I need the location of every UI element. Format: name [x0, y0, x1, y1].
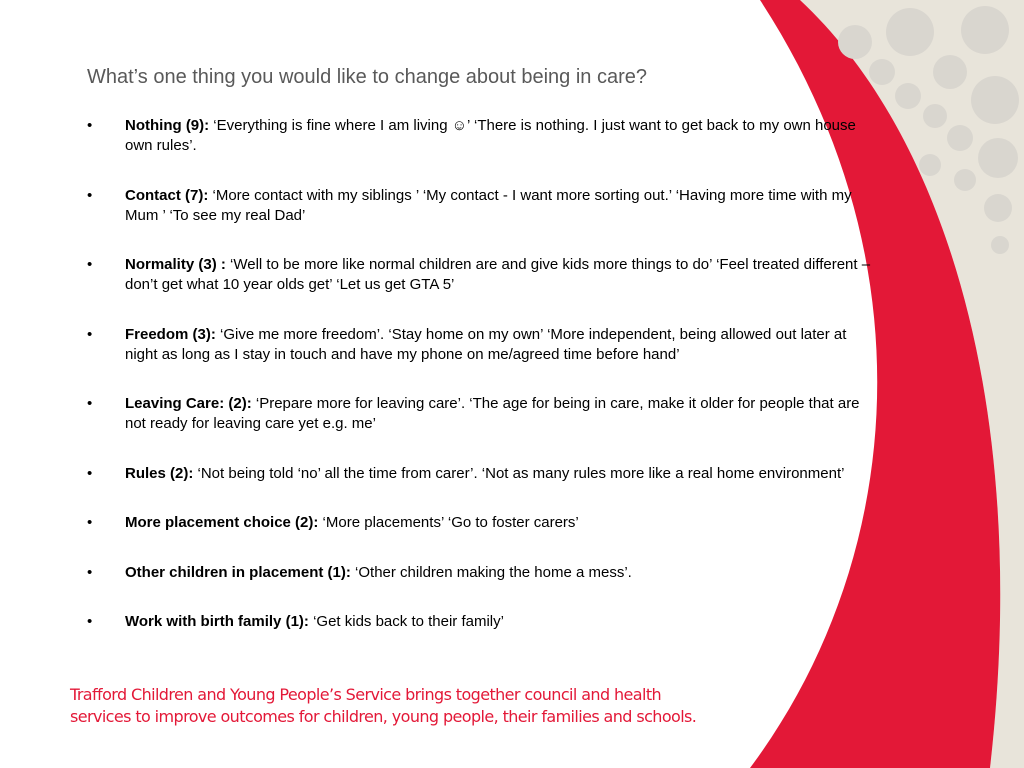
bullet-dot: •	[87, 395, 93, 412]
bullet-item-placement-choice	[87, 513, 872, 533]
footer-statement	[70, 684, 730, 728]
bullet-dot: •	[87, 613, 93, 630]
bullet-label: Rules (2):	[125, 464, 194, 482]
footer-line: services to improve outcomes for children, young people, their families and schools.	[70, 707, 697, 726]
bullet-dot: •	[87, 563, 93, 581]
bullet-item-contact	[87, 186, 872, 226]
bullet-dot: •	[87, 117, 93, 134]
bullet-dot: •	[87, 464, 93, 482]
bullet-item-other-children	[87, 563, 872, 583]
bullet-text: ‘More placements’ ‘Go to foster carers’	[318, 514, 579, 531]
bullet-text: ‘Not being told ‘no’ all the time from carer’. ‘Not as many rules more like a real home environment’	[193, 464, 845, 482]
bullet-item-freedom	[87, 325, 872, 365]
bullet-text: ‘Get kids back to their family’	[308, 613, 504, 630]
bullet-label: Leaving Care: (2):	[125, 395, 252, 412]
bullet-item-birth-family	[87, 612, 872, 632]
bullet-text: ‘Prepare more for leaving care’. ‘The age for being in care, make it older for people that are not ready for leaving care yet e.g. me’	[125, 395, 860, 432]
bullet-dot: •	[87, 514, 93, 531]
bullet-text: ‘Give me more freedom’. ‘Stay home on my own’ ‘More independent, being allowed out later at night as long as I stay in touch and have my phone on me/agreed time before hand’	[125, 325, 847, 363]
bullet-dot: •	[87, 186, 93, 204]
bullet-text: ‘Other children making the home a mess’.	[350, 563, 632, 581]
footer-line: Trafford Children and Young People’s Service brings together council and health	[70, 685, 662, 704]
bullet-label: Work with birth family (1):	[125, 613, 309, 630]
bullet-item-rules	[87, 464, 872, 484]
slide-title: What’s one thing you would like to change about being in care?	[87, 66, 648, 88]
bullet-list	[87, 116, 872, 662]
bullet-item-nothing	[87, 116, 872, 156]
bullet-text: ‘More contact with my siblings ’ ‘My contact - I want more sorting out.’ ‘Having more time with my Mum ’ ‘To see my real Dad’	[125, 186, 852, 224]
bullet-dot: •	[87, 256, 93, 273]
bullet-item-normality	[87, 255, 872, 295]
bullet-text: ‘Well to be more like normal children are and give kids more things to do’ ‘Feel treated different – don’t get what 10 year olds get’ ‘Let us get GTA 5’	[125, 256, 871, 293]
bullet-label: Freedom (3):	[125, 325, 216, 343]
bullet-text: ‘Everything is fine where I am living ☺’ ‘There is nothing. I just want to get back to my own house own rules’.	[125, 117, 856, 154]
bullet-label: More placement choice (2):	[125, 514, 319, 531]
bullet-label: Nothing (9):	[125, 117, 210, 134]
bullet-label: Contact (7):	[125, 186, 209, 204]
bullet-item-leaving-care	[87, 394, 872, 434]
bullet-label: Normality (3) :	[125, 256, 226, 273]
bullet-label: Other children in placement (1):	[125, 563, 351, 581]
bullet-dot: •	[87, 325, 93, 343]
